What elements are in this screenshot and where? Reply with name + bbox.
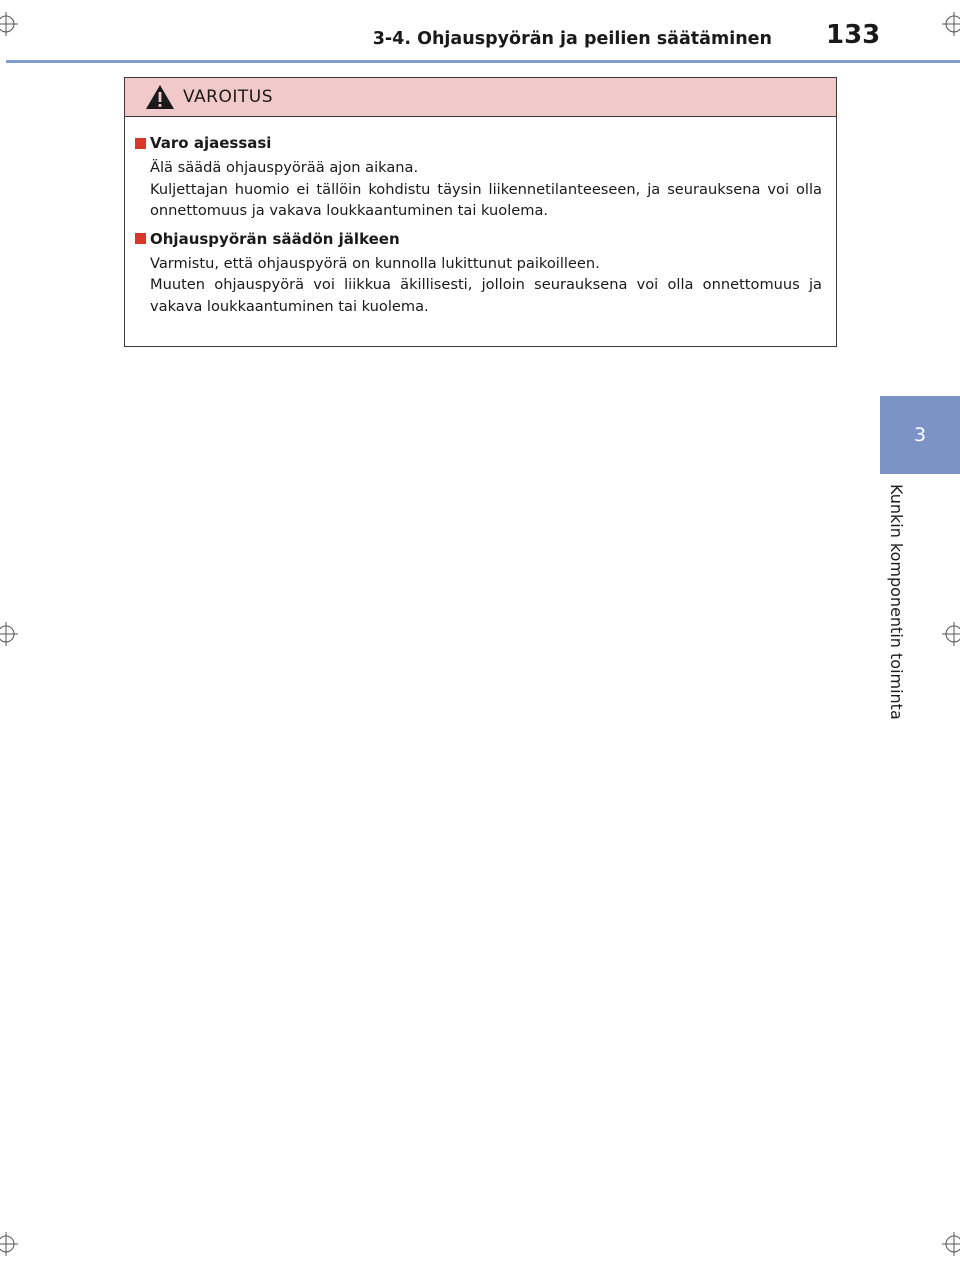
warning-title: VAROITUS (183, 87, 273, 107)
header-rule (6, 60, 960, 63)
registration-mark-mid-left (0, 622, 18, 646)
section-text (150, 253, 822, 318)
warning-header (125, 78, 836, 117)
registration-mark-bottom-right (942, 1232, 960, 1256)
paragraph: Muuten ohjauspyörä voi liikkua äkillisesti, jolloin seurauksena voi olla onnettomuus ja vakava loukkaantuminen tai kuolema. (150, 276, 822, 315)
chapter-number: 3 (913, 424, 927, 446)
warning-body (125, 117, 836, 317)
paragraph: Varmistu, että ohjauspyörä on kunnolla lukittunut paikoilleen. (150, 254, 600, 272)
registration-mark-mid-right (942, 622, 960, 646)
chapter-tab (880, 396, 960, 474)
section-heading-text: Ohjauspyörän säädön jälkeen (150, 229, 400, 248)
section-heading (135, 134, 822, 152)
paragraph: Älä säädä ohjauspyörää ajon aikana. (150, 159, 419, 176)
warning-box (124, 77, 837, 347)
section-heading (135, 230, 822, 248)
section-text (150, 157, 822, 222)
section-heading-text: Varo ajaessasi (150, 134, 272, 152)
paragraph: Kuljettajan huomio ei tällöin kohdistu täysin liikennetilanteeseen, ja seurauksena voi olla onnettomuus ja vakava loukkaantuminen tai kuolema. (150, 180, 822, 219)
warning-triangle-icon (145, 84, 175, 110)
page-header (0, 0, 960, 62)
page-number: 133 (826, 20, 881, 50)
square-bullet-icon (135, 138, 146, 149)
chapter-label: Kunkin komponentin toiminta (887, 484, 906, 720)
registration-mark-bottom-left (0, 1232, 18, 1256)
warning-section (135, 230, 822, 318)
square-bullet-icon (135, 233, 146, 244)
warning-section (135, 134, 822, 222)
section-title: 3-4. Ohjauspyörän ja peilien säätäminen (372, 29, 772, 49)
